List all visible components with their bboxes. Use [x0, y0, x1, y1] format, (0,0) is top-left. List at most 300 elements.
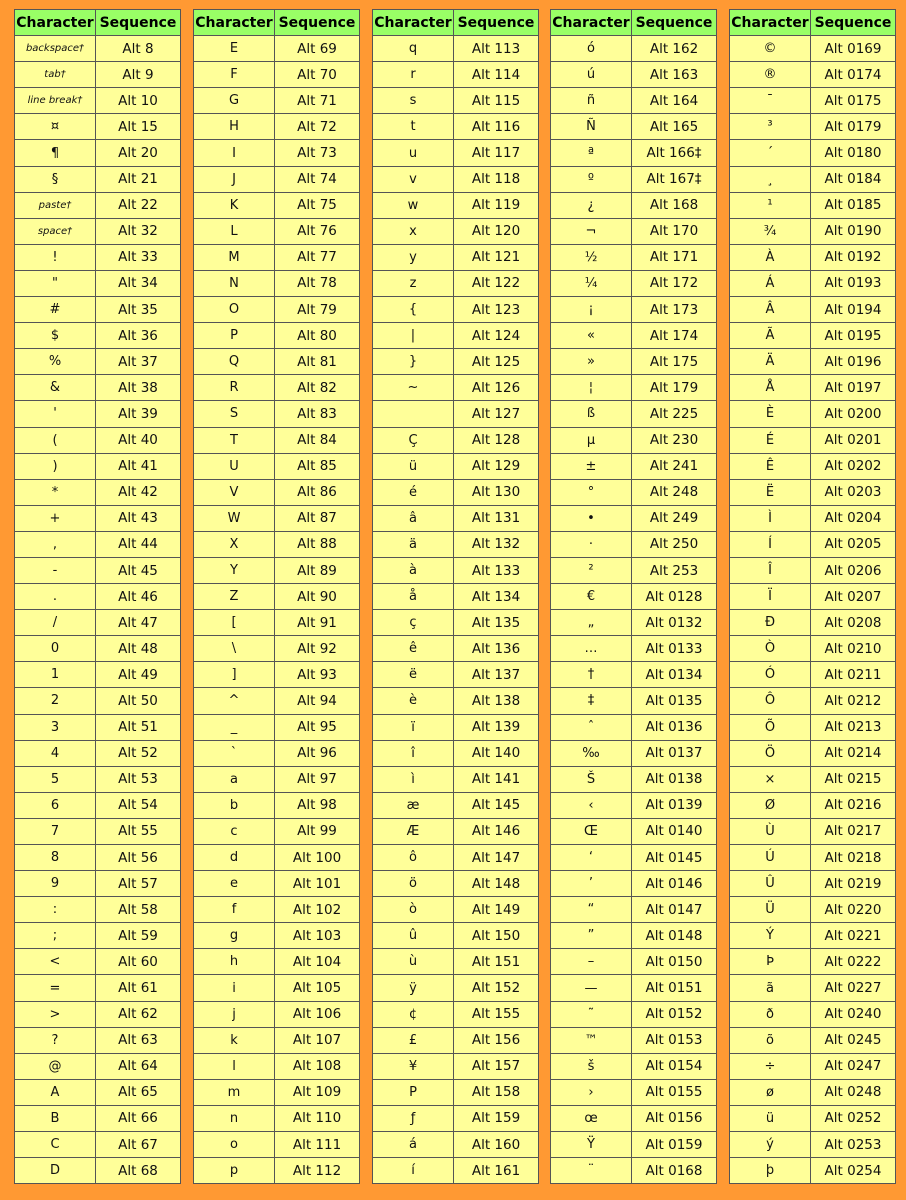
sequence-cell: Alt 0218 — [811, 845, 896, 871]
sequence-cell: Alt 0216 — [811, 792, 896, 818]
table-row — [730, 818, 896, 844]
sequence-cell: Alt 53 — [96, 766, 181, 792]
table-row — [373, 688, 539, 714]
table-row — [15, 166, 181, 192]
sequence-cell: Alt 8 — [96, 36, 181, 62]
table-row — [730, 1053, 896, 1079]
sequence-cell: Alt 0151 — [632, 975, 717, 1001]
character-cell: Ý — [730, 923, 811, 949]
table-row — [15, 688, 181, 714]
character-cell: Û — [730, 871, 811, 897]
character-cell: ñ — [551, 88, 632, 114]
table-row — [730, 244, 896, 270]
sequence-cell: Alt 167‡ — [632, 166, 717, 192]
character-cell: ‘ — [551, 845, 632, 871]
sequence-cell: Alt 0140 — [632, 818, 717, 844]
character-cell: Ü — [730, 897, 811, 923]
sequence-cell: Alt 59 — [96, 923, 181, 949]
table-row — [194, 192, 360, 218]
character-cell: P — [373, 1079, 454, 1105]
sequence-cell: Alt 0245 — [811, 1027, 896, 1053]
character-cell: _ — [194, 714, 275, 740]
character-cell: Ã — [730, 323, 811, 349]
sequence-cell: Alt 248 — [632, 479, 717, 505]
sequence-cell: Alt 146 — [454, 818, 539, 844]
character-cell: Ó — [730, 662, 811, 688]
table-row — [373, 36, 539, 62]
table-row — [15, 636, 181, 662]
sequence-cell: Alt 118 — [454, 166, 539, 192]
sequence-cell: Alt 160 — [454, 1132, 539, 1158]
table-row — [551, 140, 717, 166]
sequence-cell: Alt 166‡ — [632, 140, 717, 166]
character-cell: V — [194, 479, 275, 505]
sequence-cell: Alt 157 — [454, 1053, 539, 1079]
sequence-cell: Alt 97 — [275, 766, 360, 792]
character-cell: ° — [551, 479, 632, 505]
table-row — [730, 845, 896, 871]
sequence-cell: Alt 170 — [632, 218, 717, 244]
table-row — [730, 114, 896, 140]
sequence-cell: Alt 10 — [96, 88, 181, 114]
table-row — [373, 949, 539, 975]
character-cell: 6 — [15, 792, 96, 818]
table-row — [15, 297, 181, 323]
sequence-cell: Alt 62 — [96, 1001, 181, 1027]
character-cell: ? — [15, 1027, 96, 1053]
table-row — [551, 270, 717, 296]
sequence-cell: Alt 0202 — [811, 453, 896, 479]
header-row — [730, 10, 896, 36]
character-cell: { — [373, 297, 454, 323]
sequence-cell: Alt 0210 — [811, 636, 896, 662]
sequence-cell: Alt 0248 — [811, 1079, 896, 1105]
table-row — [194, 62, 360, 88]
table-row — [194, 505, 360, 531]
character-header: Character — [194, 10, 275, 36]
sequence-cell: Alt 0247 — [811, 1053, 896, 1079]
sequence-cell: Alt 0222 — [811, 949, 896, 975]
sequence-cell: Alt 230 — [632, 427, 717, 453]
sequence-cell: Alt 0221 — [811, 923, 896, 949]
sequence-cell: Alt 0206 — [811, 557, 896, 583]
table-row — [730, 740, 896, 766]
character-cell: backspace† — [15, 36, 96, 62]
table-row — [730, 192, 896, 218]
table-row — [551, 401, 717, 427]
table-row — [373, 1027, 539, 1053]
character-cell: ¾ — [730, 218, 811, 244]
sequence-cell: Alt 116 — [454, 114, 539, 140]
character-cell: ˆ — [551, 714, 632, 740]
table-row — [194, 297, 360, 323]
table-row — [15, 714, 181, 740]
sequence-cell: Alt 115 — [454, 88, 539, 114]
character-cell: ¬ — [551, 218, 632, 244]
table-row — [373, 662, 539, 688]
sequence-cell: Alt 33 — [96, 244, 181, 270]
table-row — [551, 1027, 717, 1053]
sequence-cell: Alt 0152 — [632, 1001, 717, 1027]
table-row — [551, 740, 717, 766]
table-row — [15, 897, 181, 923]
table-row — [551, 323, 717, 349]
sequence-cell: Alt 20 — [96, 140, 181, 166]
table-row — [15, 975, 181, 1001]
sequence-cell: Alt 0128 — [632, 584, 717, 610]
table-row — [194, 218, 360, 244]
sequence-cell: Alt 78 — [275, 270, 360, 296]
character-cell: 4 — [15, 740, 96, 766]
character-cell: R — [194, 375, 275, 401]
character-cell: ú — [551, 62, 632, 88]
character-cell: a — [194, 766, 275, 792]
table-row — [194, 792, 360, 818]
sequence-cell: Alt 0133 — [632, 636, 717, 662]
character-cell: Þ — [730, 949, 811, 975]
character-cell: m — [194, 1079, 275, 1105]
table-row — [551, 1053, 717, 1079]
sequence-cell: Alt 41 — [96, 453, 181, 479]
sequence-cell: Alt 0184 — [811, 166, 896, 192]
table-row — [551, 792, 717, 818]
sequence-cell: Alt 0180 — [811, 140, 896, 166]
sequence-cell: Alt 55 — [96, 818, 181, 844]
sequence-cell: Alt 84 — [275, 427, 360, 453]
sequence-cell: Alt 113 — [454, 36, 539, 62]
sequence-cell: Alt 253 — [632, 557, 717, 583]
table-row — [194, 1079, 360, 1105]
table-row — [551, 610, 717, 636]
table-row — [194, 897, 360, 923]
character-cell: = — [15, 975, 96, 1001]
table-row — [551, 36, 717, 62]
sequence-cell: Alt 0138 — [632, 766, 717, 792]
sequence-cell: Alt 0212 — [811, 688, 896, 714]
character-cell: Z — [194, 584, 275, 610]
table-row — [551, 375, 717, 401]
table-row — [373, 584, 539, 610]
sequence-cell: Alt 0211 — [811, 662, 896, 688]
character-cell: ø — [730, 1079, 811, 1105]
sequence-cell: Alt 174 — [632, 323, 717, 349]
character-cell: Ç — [373, 427, 454, 453]
character-cell: T — [194, 427, 275, 453]
character-cell: space† — [15, 218, 96, 244]
character-cell: ’ — [551, 871, 632, 897]
character-cell: [ — [194, 610, 275, 636]
sequence-cell: Alt 152 — [454, 975, 539, 1001]
table-row — [15, 845, 181, 871]
character-cell: ! — [15, 244, 96, 270]
sequence-cell: Alt 164 — [632, 88, 717, 114]
character-header: Character — [730, 10, 811, 36]
character-cell — [373, 401, 454, 427]
sequence-cell: Alt 69 — [275, 36, 360, 62]
table-row — [551, 114, 717, 140]
sequence-cell: Alt 68 — [96, 1158, 181, 1184]
table-row — [15, 531, 181, 557]
character-cell: Å — [730, 375, 811, 401]
character-cell: Í — [730, 531, 811, 557]
table-row — [194, 36, 360, 62]
character-cell: W — [194, 505, 275, 531]
character-cell: d — [194, 845, 275, 871]
sequence-cell: Alt 127 — [454, 401, 539, 427]
sequence-cell: Alt 250 — [632, 531, 717, 557]
character-cell: ï — [373, 714, 454, 740]
sequence-cell: Alt 100 — [275, 845, 360, 871]
table-row — [373, 897, 539, 923]
character-cell: tab† — [15, 62, 96, 88]
character-cell: º — [551, 166, 632, 192]
character-cell: v — [373, 166, 454, 192]
character-cell: ¸ — [730, 166, 811, 192]
table-row — [551, 662, 717, 688]
sequence-cell: Alt 105 — [275, 975, 360, 1001]
table-row — [194, 531, 360, 557]
table-row — [730, 88, 896, 114]
sequence-cell: Alt 162 — [632, 36, 717, 62]
table-row — [194, 714, 360, 740]
alt-code-table-2 — [193, 9, 360, 1184]
table-row — [730, 270, 896, 296]
character-cell: Y — [194, 557, 275, 583]
table-row — [15, 218, 181, 244]
table-row — [373, 610, 539, 636]
sequence-cell: Alt 120 — [454, 218, 539, 244]
character-cell: $ — [15, 323, 96, 349]
table-row — [194, 688, 360, 714]
character-cell: Ô — [730, 688, 811, 714]
character-cell: / — [15, 610, 96, 636]
table-row — [373, 244, 539, 270]
sequence-cell: Alt 65 — [96, 1079, 181, 1105]
character-cell: ± — [551, 453, 632, 479]
table-row — [194, 636, 360, 662]
sequence-cell: Alt 40 — [96, 427, 181, 453]
character-cell: ý — [730, 1132, 811, 1158]
sequence-cell: Alt 0174 — [811, 62, 896, 88]
sequence-cell: Alt 126 — [454, 375, 539, 401]
sequence-cell: Alt 92 — [275, 636, 360, 662]
sequence-cell: Alt 37 — [96, 349, 181, 375]
character-cell: paste† — [15, 192, 96, 218]
table-row — [15, 140, 181, 166]
character-cell: * — [15, 479, 96, 505]
character-cell: € — [551, 584, 632, 610]
sequence-cell: Alt 72 — [275, 114, 360, 140]
character-cell: ƒ — [373, 1105, 454, 1131]
table-row — [194, 584, 360, 610]
character-cell: ö — [373, 871, 454, 897]
character-cell: Â — [730, 297, 811, 323]
table-row — [730, 297, 896, 323]
sequence-cell: Alt 42 — [96, 479, 181, 505]
sequence-cell: Alt 249 — [632, 505, 717, 531]
sequence-cell: Alt 80 — [275, 323, 360, 349]
character-cell: E — [194, 36, 275, 62]
sequence-cell: Alt 0190 — [811, 218, 896, 244]
character-cell: ” — [551, 923, 632, 949]
table-row — [15, 349, 181, 375]
character-cell: î — [373, 740, 454, 766]
table-row — [15, 1053, 181, 1079]
table-row — [730, 1079, 896, 1105]
character-cell: D — [15, 1158, 96, 1184]
table-row — [373, 88, 539, 114]
table-row — [194, 244, 360, 270]
sequence-cell: Alt 87 — [275, 505, 360, 531]
character-cell: ¿ — [551, 192, 632, 218]
sequence-cell: Alt 0200 — [811, 401, 896, 427]
table-row — [551, 166, 717, 192]
sequence-cell: Alt 172 — [632, 270, 717, 296]
table-row — [194, 818, 360, 844]
character-cell: i — [194, 975, 275, 1001]
character-cell: å — [373, 584, 454, 610]
character-cell: Ÿ — [551, 1132, 632, 1158]
table-row — [373, 297, 539, 323]
table-row — [15, 114, 181, 140]
sequence-cell: Alt 124 — [454, 323, 539, 349]
table-row — [15, 740, 181, 766]
sequence-cell: Alt 149 — [454, 897, 539, 923]
sequence-cell: Alt 96 — [275, 740, 360, 766]
sequence-cell: Alt 129 — [454, 453, 539, 479]
character-header: Character — [551, 10, 632, 36]
alt-code-table-5 — [729, 9, 896, 1184]
sequence-cell: Alt 0197 — [811, 375, 896, 401]
table-row — [551, 1079, 717, 1105]
character-cell: @ — [15, 1053, 96, 1079]
table-row — [551, 1132, 717, 1158]
table-row — [15, 923, 181, 949]
sequence-cell: Alt 101 — [275, 871, 360, 897]
character-cell: Ë — [730, 479, 811, 505]
table-row — [551, 975, 717, 1001]
sequence-cell: Alt 104 — [275, 949, 360, 975]
character-cell: ª — [551, 140, 632, 166]
character-header: Character — [373, 10, 454, 36]
table-row — [730, 792, 896, 818]
table-row — [194, 453, 360, 479]
table-row — [373, 923, 539, 949]
table-row — [194, 114, 360, 140]
sequence-cell: Alt 89 — [275, 557, 360, 583]
sequence-cell: Alt 0219 — [811, 871, 896, 897]
table-row — [373, 871, 539, 897]
sequence-cell: Alt 0145 — [632, 845, 717, 871]
table-row — [551, 453, 717, 479]
character-cell: ² — [551, 557, 632, 583]
sequence-cell: Alt 111 — [275, 1132, 360, 1158]
table-row — [551, 1001, 717, 1027]
alt-code-table-1 — [14, 9, 181, 1184]
table-row — [194, 1001, 360, 1027]
character-cell: s — [373, 88, 454, 114]
table-row — [730, 584, 896, 610]
sequence-cell: Alt 163 — [632, 62, 717, 88]
sequence-cell: Alt 91 — [275, 610, 360, 636]
table-row — [15, 766, 181, 792]
table-row — [551, 688, 717, 714]
sequence-cell: Alt 103 — [275, 923, 360, 949]
character-header: Character — [15, 10, 96, 36]
character-cell: \ — [194, 636, 275, 662]
sequence-cell: Alt 133 — [454, 557, 539, 583]
character-cell: é — [373, 479, 454, 505]
sequence-cell: Alt 158 — [454, 1079, 539, 1105]
table-row — [730, 62, 896, 88]
header-row — [373, 10, 539, 36]
sequence-cell: Alt 130 — [454, 479, 539, 505]
character-cell: Ñ — [551, 114, 632, 140]
character-cell: M — [194, 244, 275, 270]
character-cell: Õ — [730, 714, 811, 740]
table-row — [373, 427, 539, 453]
sequence-cell: Alt 0169 — [811, 36, 896, 62]
character-cell: • — [551, 505, 632, 531]
character-cell: … — [551, 636, 632, 662]
header-row — [194, 10, 360, 36]
character-cell: , — [15, 531, 96, 557]
table-row — [194, 1158, 360, 1184]
sequence-cell: Alt 0156 — [632, 1105, 717, 1131]
character-cell: ‹ — [551, 792, 632, 818]
table-row — [15, 662, 181, 688]
table-row — [730, 453, 896, 479]
table-row — [730, 923, 896, 949]
table-row — [730, 140, 896, 166]
character-cell: 8 — [15, 845, 96, 871]
sequence-cell: Alt 85 — [275, 453, 360, 479]
table-row — [730, 636, 896, 662]
sequence-cell: Alt 61 — [96, 975, 181, 1001]
sequence-cell: Alt 32 — [96, 218, 181, 244]
header-row — [15, 10, 181, 36]
character-cell: & — [15, 375, 96, 401]
table-row — [373, 845, 539, 871]
character-cell: O — [194, 297, 275, 323]
character-cell: ç — [373, 610, 454, 636]
character-cell: ‰ — [551, 740, 632, 766]
table-row — [730, 610, 896, 636]
sequence-cell: Alt 0194 — [811, 297, 896, 323]
sequence-cell: Alt 0153 — [632, 1027, 717, 1053]
table-row — [15, 244, 181, 270]
sequence-cell: Alt 140 — [454, 740, 539, 766]
table-row — [551, 1158, 717, 1184]
table-row — [373, 505, 539, 531]
character-cell: Î — [730, 557, 811, 583]
table-row — [15, 818, 181, 844]
character-cell: · — [551, 531, 632, 557]
table-row — [730, 375, 896, 401]
character-cell: » — [551, 349, 632, 375]
character-cell: ~ — [373, 375, 454, 401]
table-row — [730, 166, 896, 192]
sequence-cell: Alt 0253 — [811, 1132, 896, 1158]
character-cell: X — [194, 531, 275, 557]
character-cell: š — [551, 1053, 632, 1079]
character-cell: " — [15, 270, 96, 296]
character-cell: Æ — [373, 818, 454, 844]
table-row — [15, 949, 181, 975]
table-row — [551, 427, 717, 453]
sequence-cell: Alt 0201 — [811, 427, 896, 453]
character-cell: ® — [730, 62, 811, 88]
